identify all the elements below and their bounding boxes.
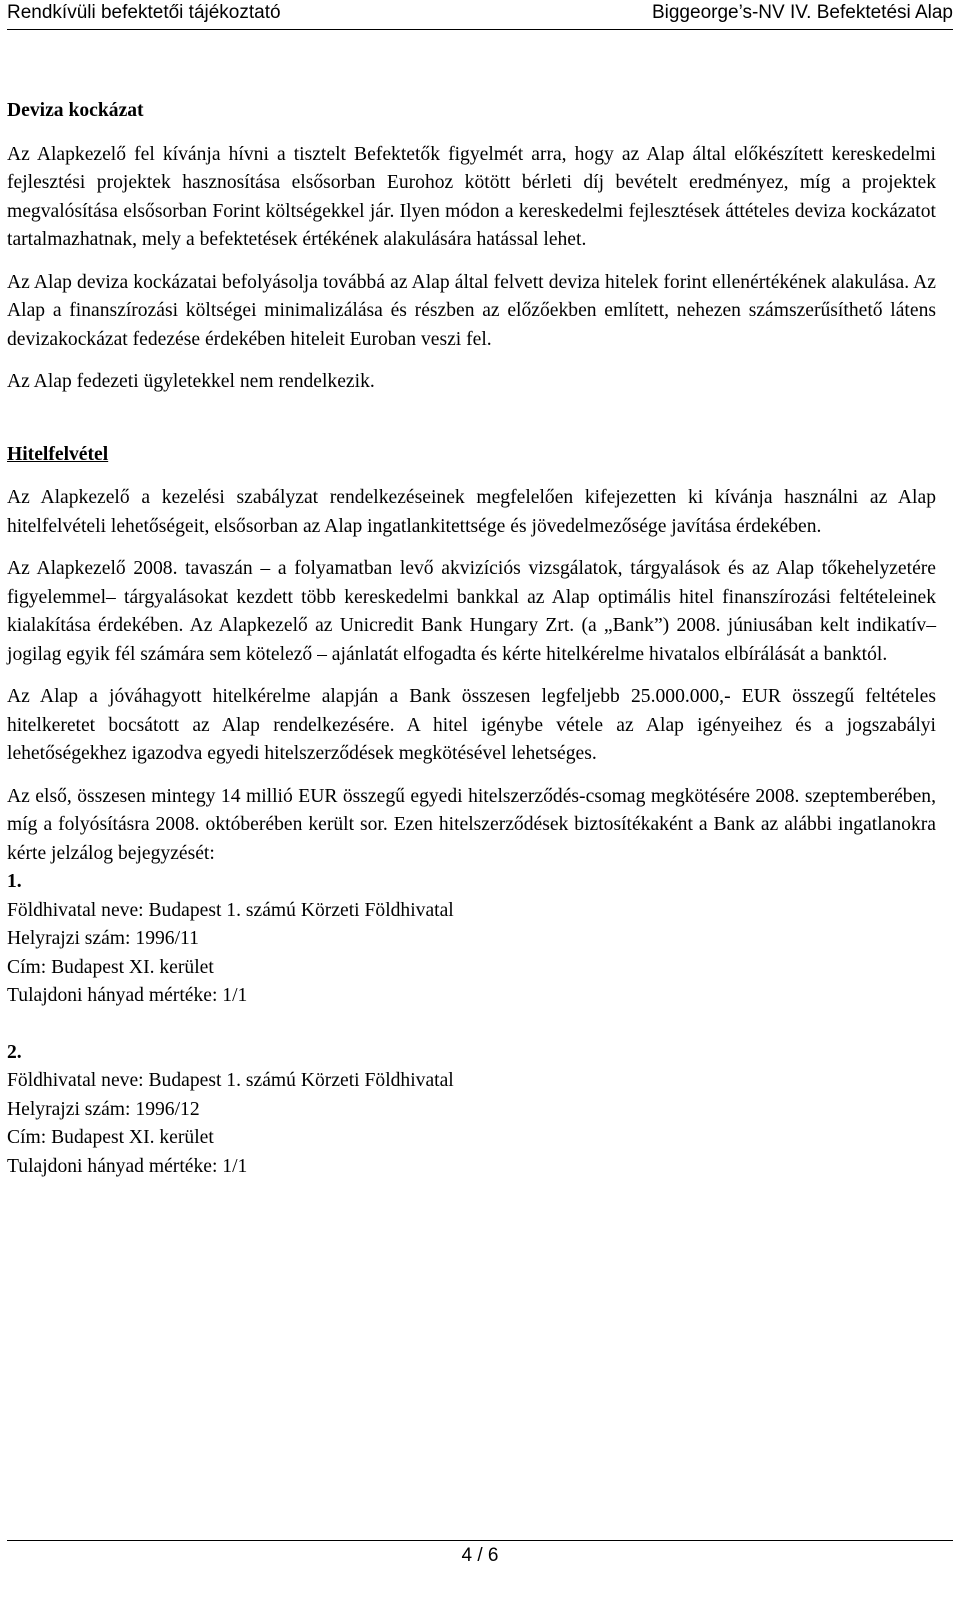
header-fund-name: Biggeorge’s-NV IV. Befektetési Alap xyxy=(651,2,953,23)
property-spacer xyxy=(7,1011,936,1039)
property-ownership-share: Tulajdoni hányad mértéke: 1/1 xyxy=(7,985,248,1006)
header-rule xyxy=(7,29,953,30)
paragraph-borrowing-2: Az Alapkezelő 2008. tavaszán – a folyamatban levő akvizíciós vizsgálatok, tárgyalások és az Alap tőkehelyzetére figyelemmel– tárgyalásokat kezdett több kereskedelmi bankkal az Alap optimális hitel finanszírozási feltételeinek kialakítása érdekében. Az Alapkezelő az Unicredit Bank Hungary Zrt. (a „Bank”) 2008. júniusában kelt indikatív– jogilag egyik fél számára sem kötelező – ajánlatát elfogadta és kérte hitelkérelme hivatalos elbírálását a banktól. xyxy=(7,558,936,665)
section-heading-borrowing: Hitelfelvétel xyxy=(7,443,109,465)
property-land-office: Földhivatal neve: Budapest 1. számú Körzeti Földhivatal xyxy=(7,899,454,921)
property-land-office: Földhivatal neve: Budapest 1. számú Körzeti Földhivatal xyxy=(7,1070,454,1091)
paragraph-borrowing-1: Az Alapkezelő a kezelési szabályzat rendelkezéseinek megfelelően kifejezetten ki kívánja használni az Alap hitelfelvételi lehetőségeit, elsősorban az Alap ingatlankitettsége és jövedelmezősége javítása érdekében. xyxy=(7,487,936,537)
section-spacer xyxy=(7,397,936,441)
header-title: Rendkívüli befektetői tájékoztató xyxy=(7,2,281,23)
page-header xyxy=(7,0,953,31)
property-number: 1. xyxy=(7,871,22,892)
property-address: Cím: Budapest XI. kerület xyxy=(7,1127,214,1148)
document-body xyxy=(7,97,936,1181)
page-number: 4 / 6 xyxy=(461,1545,499,1566)
property-address: Cím: Budapest XI. kerület xyxy=(7,956,214,978)
paragraph-currency-risk-2: Az Alap deviza kockázatai befolyásolja továbbá az Alap által felvett deviza hitelek forint ellenértékének alakulása. Az Alap a finanszírozási költségei minimalizálása és részben az előzőekben említett, nehezen számszerűsíthető látens devizakockázat fedezése érdekében hiteleit Euroban veszi fel. xyxy=(7,271,936,350)
document-page xyxy=(7,0,953,1607)
property-ownership-share: Tulajdoni hányad mértéke: 1/1 xyxy=(7,1155,248,1177)
paragraph-borrowing-3: Az Alap a jóváhagyott hitelkérelme alapján a Bank összesen legfeljebb 25.000.000,- EUR összegű feltételes hitelkeretet bocsátott az Alap rendelkezésére. A hitel igénybe vétele az Alap igényeihez és a jogszabályi lehetőségekhez igazodva egyedi hitelszerződések megkötésével lehetséges. xyxy=(7,686,936,764)
property-list-item xyxy=(7,1039,936,1182)
property-number: 2. xyxy=(7,1041,22,1063)
section-heading-currency-risk: Deviza kockázat xyxy=(7,100,144,121)
footer-rule xyxy=(7,1540,953,1541)
paragraph-currency-risk-1: Az Alapkezelő fel kívánja hívni a tisztelt Befektetők figyelmét arra, hogy az Alap által előkészített kereskedelmi fejlesztési projektek hasznosítása elsősorban Eurohoz kötött bérleti díj bevételt eredményez, míg a projektek megvalósítása elsősorban Forint költségekkel jár. Ilyen módon a kereskedelmi fejlesztések áttételes deviza kockázatot tartalmazhatnak, mely a befektetések értékének alakulására hatással lehet. xyxy=(7,143,936,250)
property-list-item xyxy=(7,868,936,1011)
paragraph-borrowing-4: Az első, összesen mintegy 14 millió EUR összegű egyedi hitelszerződés-csomag megkötésére 2008. szeptemberében, míg a folyósításra 2008. októberében került sor. Ezen hitelszerződések biztosítékaként a Bank az alábbi ingatlanokra kérte jelzálog bejegyzését: xyxy=(7,785,936,864)
property-parcel-number: Helyrajzi szám: 1996/12 xyxy=(7,1098,200,1120)
paragraph-currency-risk-3: Az Alap fedezeti ügyletekkel nem rendelkezik. xyxy=(7,371,375,392)
property-parcel-number: Helyrajzi szám: 1996/11 xyxy=(7,928,199,949)
